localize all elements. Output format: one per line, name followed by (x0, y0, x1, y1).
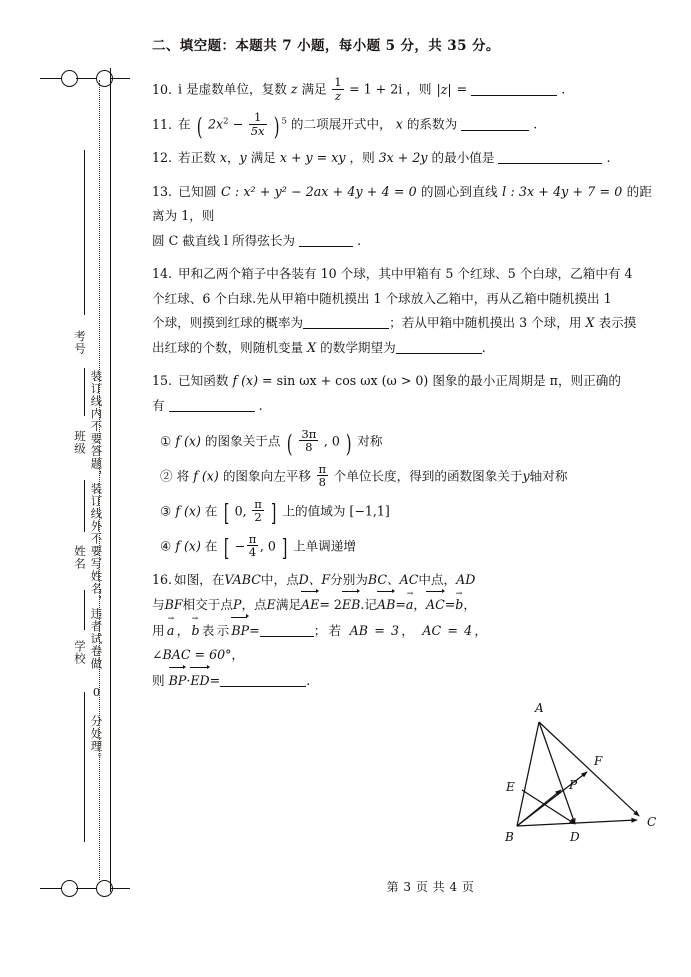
field-rule (84, 692, 85, 842)
option-4-upper: , 0 (259, 538, 276, 554)
question-15-text-4: 有 (152, 398, 165, 414)
question-14-random-variable-2: X (307, 339, 317, 355)
question-10-text-1: i 是虚数单位，复数 (178, 81, 287, 97)
binding-solid-line (110, 68, 111, 892)
question-16-text-2k: .记 (360, 597, 377, 613)
option-3-function: f (x) (175, 503, 201, 519)
option-2-text-c: 个单位长度，得到的函数图象关于 (333, 468, 523, 484)
option-1-fraction (299, 428, 318, 454)
question-16-text-2s: ， (463, 597, 476, 613)
vertex-label-f: F (594, 754, 603, 768)
option-2-axis: y (522, 468, 530, 484)
question-16-period: . (306, 672, 311, 688)
question-13-period: . (357, 232, 362, 248)
question-16-point-p: P (232, 597, 242, 613)
question-12-var-x: x (219, 150, 227, 166)
question-11-period: . (533, 116, 538, 132)
option-marker-3: ③ (160, 503, 172, 519)
question-15-period: . (258, 398, 263, 414)
fraction-denominator: 5x (250, 123, 265, 138)
question-16-text-2e: ，点 (241, 597, 267, 613)
binding-margin (0, 0, 140, 977)
question-11-exponent: 2 (223, 116, 229, 127)
option-2-text-a: 将 (176, 468, 190, 484)
question-14-line-4a: 出红球的个数，则随机变量 (152, 339, 304, 355)
field-rule (84, 480, 85, 532)
question-12-text-2: 满足 (250, 150, 276, 166)
question-10 (152, 76, 652, 102)
question-10-text-3: = 1 + 2i ，则 (349, 81, 432, 97)
binding-segment (40, 78, 61, 79)
question-11-text-1: 在 (178, 116, 191, 132)
question-16-answer-blank-1[interactable] (260, 636, 314, 637)
question-16-text-1e: 分别为 (330, 571, 368, 587)
question-12-expression: 3x + 2y (378, 150, 428, 166)
question-11-power: 5 (281, 116, 287, 127)
question-10-fraction (332, 76, 343, 102)
question-16-vector-ac: AC (426, 592, 445, 618)
question-14-answer-blank-1[interactable] (303, 328, 389, 329)
question-16-vector-b-2: b → (191, 619, 199, 644)
fraction-denominator: z (334, 88, 341, 103)
option-3-range: [−1,1] (349, 503, 390, 519)
question-15-option-4: ④ f (x) 在 [ − $\frac{\pi}{4}$ , 0 ] 上单调递增 (160, 531, 356, 563)
question-16-answer-blank-2[interactable] (220, 686, 306, 687)
binding-segment (76, 78, 96, 79)
question-16-segment-bf: BF (164, 597, 183, 613)
question-11-text-3: 的系数为 (406, 116, 458, 132)
question-14-random-variable: X (585, 315, 595, 331)
question-16-text-3n: ， (231, 647, 245, 663)
question-15-option-2 (160, 463, 652, 489)
field-rule (84, 150, 85, 315)
field-label-name: 姓名 (73, 545, 87, 570)
figure-triangle-abc (497, 694, 667, 854)
question-11-fraction (249, 111, 267, 137)
question-16-vector-a-2: a → (167, 619, 175, 644)
question-14-line-1: 甲和乙两个箱子中各装有 10 个球，其中甲箱有 5 个红球、5 个白球，乙箱中有 4 (178, 266, 633, 282)
option-3-lower: 0, (234, 503, 247, 519)
fraction-numerator: 1 (249, 111, 267, 125)
question-16-vector-bp-2: BP (169, 668, 187, 694)
question-11-answer-blank[interactable] (461, 130, 529, 131)
question-16-vector-ed: ED (190, 668, 209, 694)
question-16-text-1c: 中，点 (260, 571, 299, 587)
fraction-denominator: 8 (318, 475, 326, 490)
question-10-modulus: |z| (436, 81, 452, 97)
field-label-school: 学校 (73, 640, 87, 665)
vertex-label-a: A (535, 701, 544, 715)
question-14-line-3d: 表示摸 (598, 315, 637, 331)
question-13-text-4: 圆 C 截直线 l 所得弦长为 (152, 232, 296, 248)
option-4-text-b: 上单调递增 (292, 538, 356, 554)
question-16-text-3e: 表示 (199, 622, 232, 638)
question-16-number: 16. (152, 571, 173, 587)
question-13-number: 13. (152, 183, 173, 199)
question-16-vector-eb: EB (342, 592, 360, 618)
question-16-text-2m: = (395, 597, 406, 613)
question-16-vector-ab: AB (377, 592, 395, 618)
page-footer (0, 878, 691, 895)
option-marker-4: ④ (160, 538, 172, 554)
option-4-function: f (x) (175, 538, 201, 554)
option-1-coord: , 0 (323, 433, 340, 449)
exam-content (152, 34, 652, 702)
fraction-numerator: π (248, 531, 257, 546)
question-15 (152, 369, 652, 418)
option-marker-1: ① (160, 433, 172, 449)
question-15-function: f (x) (232, 373, 259, 389)
option-2-fraction (317, 463, 329, 489)
question-16-text-4e: = (209, 672, 221, 688)
option-2-text-d: 轴对称 (529, 468, 568, 484)
question-15-number: 15. (152, 373, 173, 389)
question-14-line-2: 个红球、6 个白球.先从甲箱中随机摸出 1 个球放入乙箱中，再从乙箱中随机摸出 1 (152, 290, 612, 306)
question-15-text-2: = sin ωx + cos ωx (262, 373, 378, 389)
question-10-answer-blank[interactable] (471, 95, 557, 96)
fraction-denominator: 8 (305, 440, 313, 455)
question-14-line-3a: 个球，则摸到红球的概率为 (152, 315, 304, 331)
option-1-text-b: 对称 (357, 433, 383, 449)
fraction-denominator: 4 (248, 545, 257, 560)
question-16-triangle: VABC (224, 571, 261, 587)
question-12-equation: x + y = xy (279, 150, 346, 166)
question-16-segments: BC、AC (367, 571, 419, 587)
question-12-comma: ， (226, 150, 240, 166)
question-16-text-2a: 与 (152, 597, 165, 613)
question-12-answer-blank[interactable] (498, 163, 602, 164)
question-16-vector-bp: BP (231, 618, 249, 644)
question-16-text-2c: 相交于点 (182, 597, 233, 613)
option-4-negative: − (234, 538, 246, 554)
question-10-text-4: = (456, 81, 468, 97)
field-label-exam-number: 考号 (73, 330, 87, 355)
question-13-text-3: 的距离为 1，则 (152, 183, 652, 224)
question-11: 11. 在 ( $2x^2$ − $\frac{1}{5x}$ ) $^5$ 的二项展开式中， x 的系数为 . (152, 110, 538, 141)
question-12-period: . (606, 150, 611, 166)
question-16-text-3h: ；若 (313, 622, 344, 638)
question-16-text-2o: ， (413, 597, 426, 613)
option-2-function: f (x) (193, 468, 219, 484)
question-15-text-3: 图象的最小正周期是 π，则正确的 (432, 373, 621, 389)
question-11-text-2: 的二项展开式中， (290, 116, 392, 132)
question-13 (152, 180, 652, 254)
question-14 (152, 262, 652, 360)
field-rule (84, 590, 85, 630)
fraction-denominator: 2 (254, 510, 262, 525)
question-16-text-4a: 则 (152, 672, 165, 688)
option-1-function: f (x) (175, 433, 201, 449)
question-16-vector-ae: AE (301, 592, 319, 618)
question-16-text-2q: = (444, 597, 456, 613)
question-10-period: . (561, 81, 566, 97)
vertex-label-p: P (569, 778, 578, 792)
question-13-text-1: 已知圆 (178, 183, 217, 199)
question-11-minus: − (232, 116, 244, 132)
option-marker-2: ② (160, 468, 173, 484)
question-16-angle-bac: ∠BAC = 60° (152, 647, 232, 663)
vertex-label-c: C (647, 815, 657, 829)
option-1-text-a: 的图象关于点 (204, 433, 281, 449)
question-13-answer-blank[interactable] (299, 246, 353, 247)
question-16 (152, 568, 487, 694)
fraction-numerator: π (318, 461, 327, 476)
question-16-text-2g: 满足 (275, 597, 302, 613)
question-16-point-e: E (266, 597, 276, 613)
question-16-length-ab: AB = 3 (349, 622, 400, 638)
segment-bc (517, 820, 637, 826)
option-3-text-b: 上的值域为 (282, 503, 346, 519)
question-14-answer-blank-2[interactable] (396, 353, 482, 354)
question-12-var-y: y (239, 150, 247, 166)
option-2-text-b: 的图象向左平移 (222, 468, 311, 484)
question-16-vector-a: a → (406, 593, 414, 618)
field-label-class: 班级 (73, 430, 87, 455)
question-15-option-1: ① f (x) 的图象关于点 ( $\frac{3\pi}{8}$ , 0 ) 对称 (160, 426, 383, 458)
question-14-line-3b: ；若从甲箱中随机摸出 3 个球，用 (389, 315, 582, 331)
option-4-text-a: 在 (204, 538, 218, 554)
vertex-label-b: B (505, 830, 514, 844)
question-16-vector-b: b → (455, 593, 463, 618)
fraction-numerator: 3π (301, 426, 317, 441)
question-12-number: 12. (152, 150, 173, 166)
binding-holes-top (52, 68, 130, 90)
option-3-text-a: 在 (204, 503, 218, 519)
question-16-points-df: D、F (298, 571, 331, 587)
fraction-numerator: 1 (334, 75, 342, 89)
question-14-line-4c: 的数学期望为 (320, 339, 396, 355)
question-16-dot-operator: · (186, 672, 191, 688)
segment-ed (522, 790, 575, 824)
question-16-text-2i: = 2 (319, 597, 342, 613)
question-16-text-3g: = (249, 622, 260, 638)
question-13-circle-equation: C : x² + y² − 2ax + 4y + 4 = 0 (221, 183, 417, 199)
vertex-label-d: D (570, 830, 580, 844)
segment-ac (539, 722, 639, 816)
binding-segment (111, 78, 130, 79)
question-15-option-3: ③ f (x) 在 [ 0, $\frac{\pi}{2}$ ] 上的值域为 [−1,1] (160, 496, 390, 528)
option-3-fraction (252, 498, 264, 524)
question-14-period: . (481, 339, 486, 355)
question-15-condition: (ω > 0) (381, 373, 429, 389)
vertex-label-e: E (506, 780, 515, 794)
question-13-line-equation: l : 3x + 4y + 7 = 0 (502, 183, 623, 199)
question-15-text-1: 已知函数 (178, 373, 229, 389)
question-16-text-3c: ， (174, 622, 192, 638)
question-16-segment-ad: AD (456, 571, 476, 587)
question-16-text-1a: 如图，在 (174, 571, 225, 587)
question-16-text-3j: ， (399, 622, 417, 638)
fraction-numerator: π (254, 496, 262, 511)
triangle-diagram-svg (497, 694, 667, 854)
option-4-fraction (247, 533, 259, 559)
question-14-number: 14. (152, 266, 173, 282)
question-10-number: 10. (152, 81, 173, 97)
question-16-text-1g: 中点， (418, 571, 457, 587)
segment-ad (539, 722, 575, 824)
question-11-term-1: 2x (208, 116, 224, 132)
question-12-text-3: ，则 (349, 150, 375, 166)
page-number-text: 第 3 页 共 4 页 (386, 880, 475, 894)
question-11-var-x: x (395, 116, 403, 132)
question-11-number: 11. (152, 116, 173, 132)
field-rule (84, 368, 85, 416)
binding-warning-note: 装订线内不要答题，装订线外不要写姓名，违者试卷做 0 分处理。 (89, 370, 104, 765)
question-12 (152, 146, 652, 171)
question-12-text-1: 若正数 (178, 150, 216, 166)
binding-hole (61, 70, 78, 87)
question-13-text-2: 的圆心到直线 (420, 183, 498, 199)
question-16-text-3l: ， (472, 622, 488, 638)
question-12-text-4: 的最小值是 (431, 150, 495, 166)
question-10-text-2: 满足 (301, 81, 327, 97)
question-10-var-z: z (290, 81, 298, 97)
section-heading-fill-in-blank: 二、填空题：本题共 7 小题，每小题 5 分，共 35 分。 (152, 38, 500, 54)
question-16-length-ac: AC = 4 (422, 622, 473, 638)
question-16-text-3a: 用 (152, 622, 167, 638)
question-15-answer-blank[interactable] (169, 411, 255, 412)
